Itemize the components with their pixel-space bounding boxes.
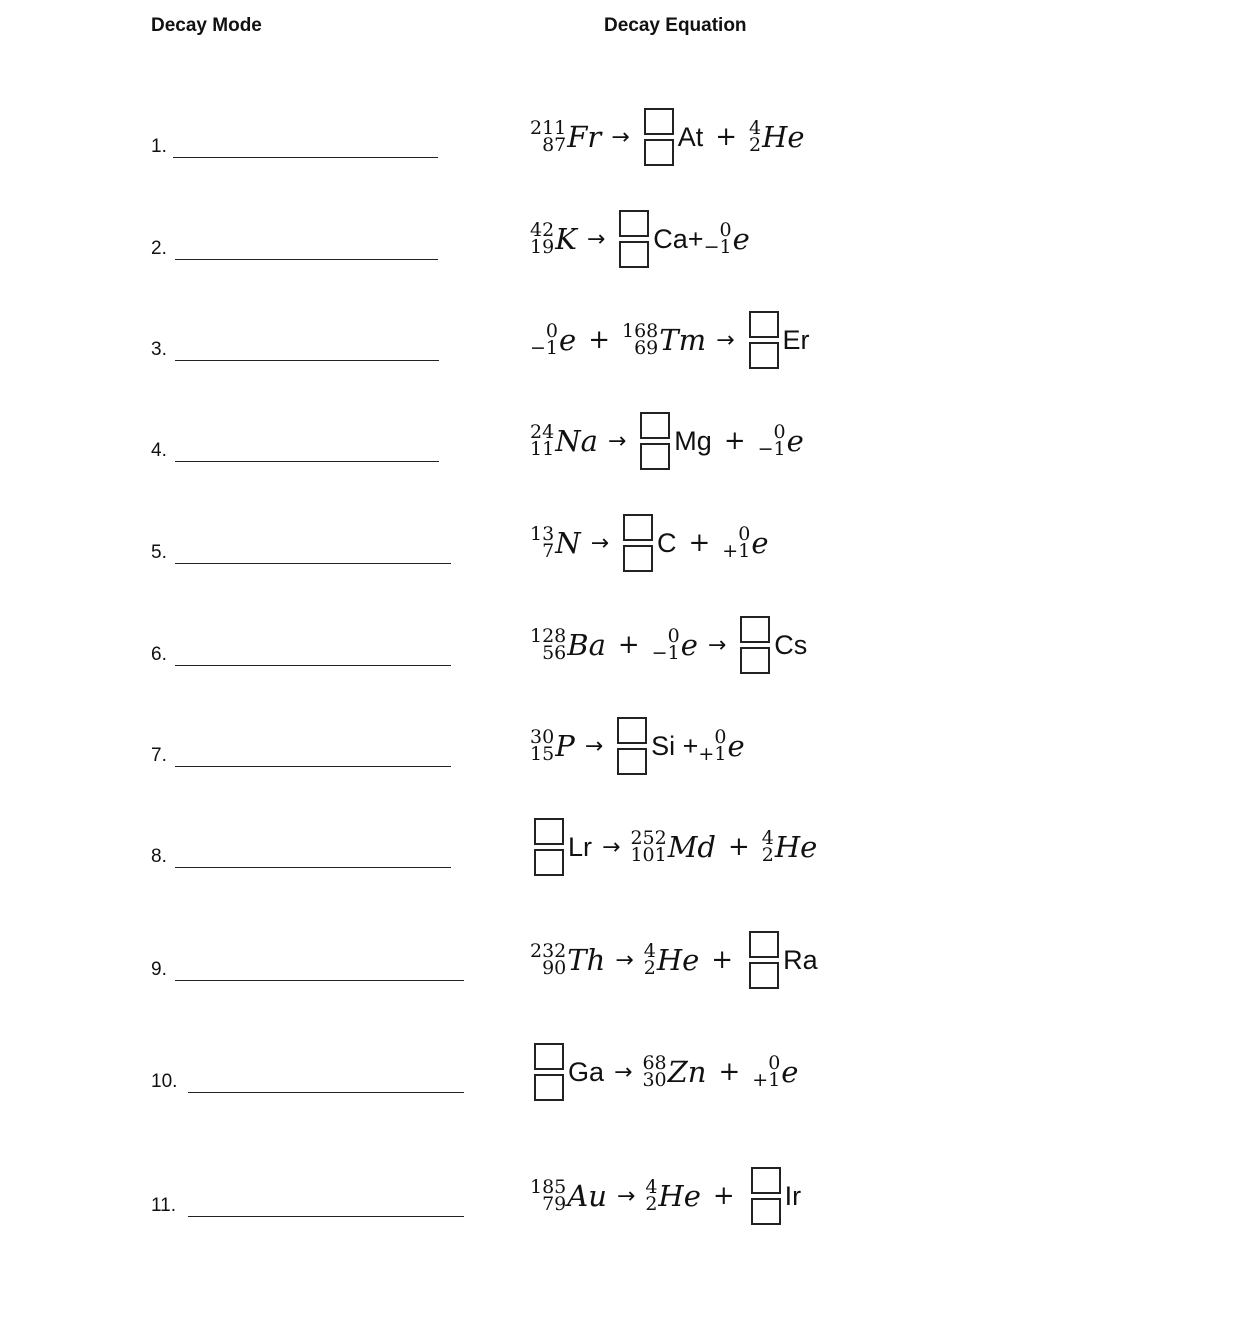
nuclide-symbol	[530, 523, 581, 562]
equation-row	[0, 1161, 1256, 1231]
blank-nuclide-boxes	[534, 816, 564, 878]
atomic-number: 87	[542, 134, 567, 156]
row-number: 11.	[151, 1195, 177, 1216]
atomic-number: +1	[752, 1069, 781, 1091]
nuclide-numbers	[530, 219, 555, 258]
nuclide-symbol	[703, 219, 750, 258]
equation-row	[0, 406, 1256, 476]
mass-number: 232	[530, 940, 567, 962]
mass-number: 30	[530, 726, 555, 748]
atomic-number: 69	[634, 337, 659, 359]
plus-sign: +	[715, 122, 737, 152]
plus-sign: +	[588, 325, 610, 355]
decay-mode-answer-line[interactable]	[175, 259, 438, 260]
plus-sign: +	[723, 426, 746, 456]
row-number: 8.	[151, 846, 167, 867]
decay-equation	[530, 925, 818, 995]
nuclide-symbol	[530, 219, 577, 258]
decay-mode-answer-line[interactable]	[175, 461, 439, 462]
equation-row	[0, 610, 1256, 680]
nuclide-symbol	[761, 827, 818, 866]
element-symbol: P	[555, 729, 575, 763]
plus-sign: +	[688, 528, 711, 558]
nuclide-numbers	[530, 1176, 567, 1215]
blank-nuclide-boxes	[623, 512, 653, 574]
atomic-number: 2	[645, 1193, 658, 1215]
nuclide-numbers	[722, 523, 751, 562]
decay-mode-answer-line[interactable]	[175, 360, 439, 361]
element-symbol: N	[555, 526, 581, 560]
element-symbol: e	[732, 222, 750, 256]
reaction-arrow: →	[707, 632, 727, 658]
element-symbol: Fr	[567, 120, 602, 154]
decay-equation	[530, 610, 807, 680]
blank-nuclide-boxes	[617, 715, 647, 777]
nuclide-symbol	[757, 421, 804, 460]
decay-equation	[530, 1037, 798, 1107]
reaction-arrow: →	[586, 226, 606, 252]
element-symbol: Tm	[659, 323, 707, 357]
nuclide-symbol	[530, 940, 606, 979]
nuclide-numbers	[752, 1052, 781, 1091]
mass-number: 128	[530, 625, 567, 647]
mass-number: 0	[667, 625, 680, 647]
mass-number: 252	[630, 827, 667, 849]
nuclide-symbol	[645, 1176, 701, 1215]
element-symbol: e	[751, 526, 769, 560]
decay-equation-header: Decay Equation	[604, 15, 747, 36]
reaction-arrow: →	[616, 1183, 636, 1209]
atomic-number-blank-box[interactable]	[619, 241, 649, 268]
plus-sign: +	[711, 945, 734, 975]
product-element-label: At	[677, 121, 704, 152]
mass-number: 4	[645, 1176, 658, 1198]
equation-row	[0, 1037, 1256, 1107]
atomic-number: 90	[542, 957, 567, 979]
nuclide-numbers	[530, 726, 555, 765]
row-number: 5.	[151, 542, 167, 563]
product-element-label: Si +	[651, 730, 699, 761]
nuclide-numbers	[530, 523, 555, 562]
mass-number: 4	[749, 117, 762, 139]
decay-equation	[530, 102, 805, 172]
mass-number: 168	[621, 320, 659, 342]
element-symbol: e	[781, 1055, 799, 1089]
mass-number: 0	[719, 219, 732, 241]
reaction-arrow: →	[607, 428, 627, 454]
row-number: 2.	[151, 238, 167, 259]
row-number: 7.	[151, 745, 167, 766]
element-symbol: Md	[667, 830, 716, 864]
blank-nuclide-boxes	[749, 929, 779, 991]
atomic-number-blank-box[interactable]	[749, 962, 779, 989]
nuclide-symbol	[530, 625, 606, 664]
decay-mode-answer-line[interactable]	[175, 766, 451, 767]
product-element-label: Ir	[784, 1180, 802, 1211]
decay-equation	[530, 1161, 801, 1231]
decay-mode-answer-line[interactable]	[175, 563, 451, 564]
nuclide-numbers	[642, 1052, 667, 1091]
mass-number: 0	[773, 421, 786, 443]
decay-equation	[530, 406, 804, 476]
decay-equation	[530, 711, 745, 781]
reaction-arrow: →	[716, 327, 735, 353]
nuclide-symbol	[530, 1176, 607, 1215]
mass-number: 24	[530, 421, 555, 443]
atomic-number-blank-box[interactable]	[617, 748, 647, 775]
blank-nuclide-boxes	[644, 106, 674, 168]
product-element-label: Ga	[568, 1056, 605, 1087]
mass-number: 13	[530, 523, 555, 545]
product-element-label: Lr	[568, 831, 593, 862]
nuclide-symbol	[698, 726, 745, 765]
decay-mode-answer-line[interactable]	[173, 157, 438, 158]
row-number: 6.	[151, 644, 167, 665]
equation-row	[0, 812, 1256, 882]
nuclide-numbers	[703, 219, 732, 258]
element-symbol: He	[656, 943, 700, 977]
mass-number: 68	[642, 1052, 667, 1074]
product-element-label: Ra	[783, 944, 818, 975]
atomic-number: 2	[761, 844, 774, 866]
reaction-arrow: →	[614, 1059, 633, 1085]
atomic-number: 101	[630, 844, 667, 866]
row-number: 10.	[151, 1071, 178, 1092]
atomic-number-blank-box[interactable]	[740, 647, 770, 674]
product-element-label: C	[657, 527, 677, 558]
nuclide-numbers	[651, 625, 680, 664]
atomic-number: 19	[530, 236, 555, 258]
element-symbol: K	[555, 222, 577, 256]
row-number: 9.	[151, 959, 167, 980]
element-symbol: Au	[567, 1179, 607, 1213]
mass-number-blank-box[interactable]	[644, 108, 674, 135]
blank-nuclide-boxes	[640, 410, 670, 472]
nuclide-numbers	[757, 421, 786, 460]
atomic-number: 11	[530, 438, 555, 460]
element-symbol: He	[762, 120, 805, 154]
atomic-number: 79	[542, 1193, 567, 1215]
mass-number: 4	[643, 940, 656, 962]
mass-number: 0	[714, 726, 727, 748]
reaction-arrow: →	[615, 947, 634, 973]
nuclide-symbol	[642, 1052, 707, 1091]
decay-equation	[530, 812, 817, 882]
mass-number-blank-box[interactable]	[751, 1167, 781, 1194]
mass-number: 211	[530, 117, 567, 139]
atomic-number: −1	[703, 236, 732, 258]
plus-sign: +	[718, 1057, 741, 1087]
row-number: 3.	[151, 339, 167, 360]
nuclide-numbers	[530, 625, 567, 664]
product-element-label: Er	[782, 324, 810, 355]
nuclide-numbers	[530, 421, 555, 460]
equation-row	[0, 305, 1256, 375]
element-symbol: Zn	[667, 1055, 707, 1089]
nuclide-symbol	[752, 1052, 799, 1091]
atomic-number-blank-box[interactable]	[640, 443, 670, 470]
atomic-number: 2	[749, 134, 762, 156]
nuclide-symbol	[621, 320, 707, 359]
reaction-arrow: →	[590, 530, 609, 556]
mass-number: 185	[530, 1176, 567, 1198]
decay-mode-answer-line[interactable]	[175, 665, 451, 666]
product-element-label: Ca+	[653, 223, 704, 254]
element-symbol: e	[680, 628, 698, 662]
blank-nuclide-boxes	[749, 309, 779, 371]
nuclide-numbers	[530, 320, 559, 359]
nuclide-symbol	[530, 421, 598, 460]
nuclide-symbol	[722, 523, 769, 562]
element-symbol: e	[786, 424, 804, 458]
decay-mode-answer-line[interactable]	[188, 1216, 464, 1217]
mass-number-blank-box[interactable]	[534, 818, 564, 845]
nuclide-symbol	[530, 117, 602, 156]
atomic-number: 30	[642, 1069, 667, 1091]
mass-number: 0	[545, 320, 559, 342]
nuclide-symbol	[530, 726, 575, 765]
mass-number-blank-box[interactable]	[623, 514, 653, 541]
element-symbol: Th	[567, 943, 606, 977]
blank-nuclide-boxes	[534, 1041, 564, 1103]
element-symbol: Na	[555, 424, 598, 458]
atomic-number-blank-box[interactable]	[534, 1074, 564, 1101]
decay-mode-answer-line[interactable]	[175, 980, 464, 981]
mass-number-blank-box[interactable]	[749, 931, 779, 958]
mass-number: 0	[738, 523, 751, 545]
decay-mode-header: Decay Mode	[151, 15, 262, 36]
decay-equation	[530, 508, 768, 578]
mass-number: 0	[768, 1052, 781, 1074]
equation-row	[0, 204, 1256, 274]
nuclide-numbers	[630, 827, 667, 866]
atomic-number-blank-box[interactable]	[623, 545, 653, 572]
nuclide-numbers	[761, 827, 774, 866]
mass-number-blank-box[interactable]	[640, 412, 670, 439]
element-symbol: He	[658, 1179, 701, 1213]
atomic-number: 7	[542, 540, 555, 562]
atomic-number-blank-box[interactable]	[749, 342, 779, 369]
decay-equation	[530, 305, 810, 375]
nuclide-symbol	[749, 117, 805, 156]
equation-row	[0, 508, 1256, 578]
decay-mode-answer-line[interactable]	[175, 867, 451, 868]
atomic-number-blank-box[interactable]	[644, 139, 674, 166]
plus-sign: +	[712, 1181, 735, 1211]
product-element-label: Mg	[674, 425, 712, 456]
element-symbol: Ba	[567, 628, 606, 662]
nuclide-symbol	[651, 625, 698, 664]
reaction-arrow: →	[611, 124, 630, 150]
blank-nuclide-boxes	[751, 1165, 781, 1227]
mass-number-blank-box[interactable]	[740, 616, 770, 643]
nuclide-numbers	[621, 320, 659, 359]
mass-number-blank-box[interactable]	[534, 1043, 564, 1070]
reaction-arrow: →	[584, 733, 604, 759]
mass-number: 42	[530, 219, 555, 241]
atomic-number: 2	[643, 957, 656, 979]
plus-sign: +	[727, 832, 750, 862]
nuclide-symbol	[530, 320, 577, 359]
product-element-label: Cs	[774, 629, 808, 660]
nuclide-symbol	[643, 940, 700, 979]
atomic-number: 15	[530, 743, 555, 765]
atomic-number: −1	[757, 438, 786, 460]
atomic-number: −1	[651, 642, 680, 664]
element-symbol: e	[727, 729, 745, 763]
equation-row	[0, 711, 1256, 781]
row-number: 1.	[151, 136, 167, 157]
nuclide-numbers	[645, 1176, 658, 1215]
atomic-number-blank-box[interactable]	[751, 1198, 781, 1225]
equation-row	[0, 102, 1256, 172]
atomic-number: −1	[530, 337, 559, 359]
plus-sign: +	[617, 630, 640, 660]
mass-number: 4	[761, 827, 774, 849]
nuclide-numbers	[643, 940, 656, 979]
nuclide-numbers	[530, 117, 567, 156]
row-number: 4.	[151, 440, 167, 461]
mass-number-blank-box[interactable]	[619, 210, 649, 237]
atomic-number: +1	[698, 743, 727, 765]
blank-nuclide-boxes	[619, 208, 649, 270]
reaction-arrow: →	[602, 834, 621, 860]
nuclide-numbers	[749, 117, 762, 156]
atomic-number: +1	[722, 540, 751, 562]
decay-equation	[530, 204, 750, 274]
blank-nuclide-boxes	[740, 614, 770, 676]
decay-mode-answer-line[interactable]	[188, 1092, 464, 1093]
element-symbol: He	[774, 830, 818, 864]
nuclide-symbol	[630, 827, 716, 866]
nuclide-numbers	[698, 726, 727, 765]
equation-row	[0, 925, 1256, 995]
mass-number-blank-box[interactable]	[749, 311, 779, 338]
nuclide-numbers	[530, 940, 567, 979]
mass-number-blank-box[interactable]	[617, 717, 647, 744]
element-symbol: e	[559, 323, 577, 357]
atomic-number-blank-box[interactable]	[534, 849, 564, 876]
atomic-number: 56	[542, 642, 567, 664]
